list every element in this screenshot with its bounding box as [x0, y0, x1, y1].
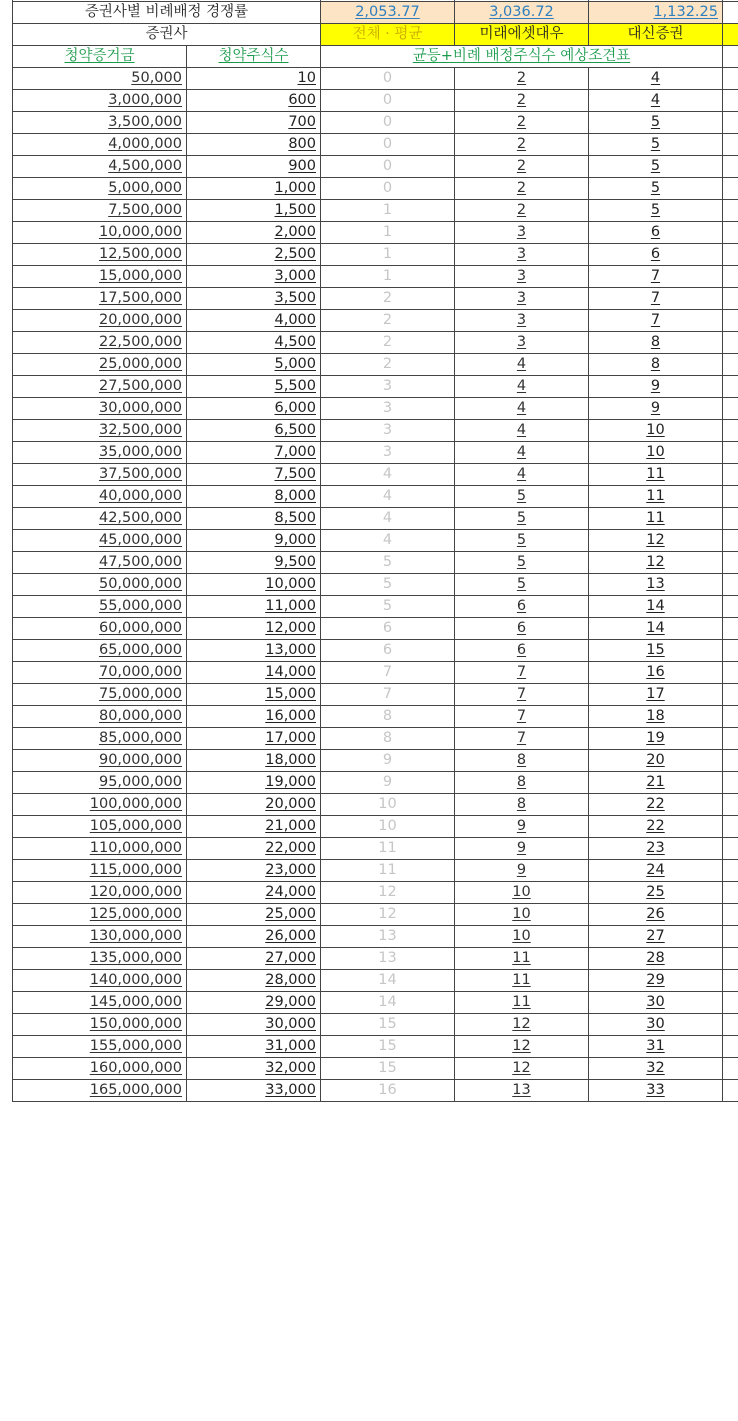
mirae-cell[interactable]: 4: [455, 398, 589, 420]
deposit-cell[interactable]: 80,000,000: [13, 706, 187, 728]
average-cell[interactable]: 0: [321, 112, 455, 134]
deposit-cell[interactable]: 45,000,000: [13, 530, 187, 552]
table-row: [13, 376, 738, 398]
deposit-cell[interactable]: 70,000,000: [13, 662, 187, 684]
shares-cell[interactable]: 22,000: [187, 838, 321, 860]
table-row: [13, 970, 738, 992]
deposit-cell[interactable]: 4,000,000: [13, 134, 187, 156]
average-cell[interactable]: 3: [321, 420, 455, 442]
daishin-cell[interactable]: 17: [589, 684, 723, 706]
shares-cell[interactable]: 2,000: [187, 222, 321, 244]
mirae-cell[interactable]: 9: [455, 860, 589, 882]
shares-cell[interactable]: 2,500: [187, 244, 321, 266]
deposit-cell[interactable]: 20,000,000: [13, 310, 187, 332]
shares-cell[interactable]: 8,000: [187, 486, 321, 508]
average-cell[interactable]: 16: [321, 1080, 455, 1102]
deposit-cell[interactable]: 5,000,000: [13, 178, 187, 200]
average-cell[interactable]: 2: [321, 332, 455, 354]
shares-cell[interactable]: 3,000: [187, 266, 321, 288]
deposit-cell[interactable]: 95,000,000: [13, 772, 187, 794]
table-row: [13, 750, 738, 772]
daishin-cell[interactable]: 11: [589, 508, 723, 530]
table-row: [13, 442, 738, 464]
average-cell[interactable]: 3: [321, 376, 455, 398]
deposit-cell[interactable]: 85,000,000: [13, 728, 187, 750]
shares-cell[interactable]: 16,000: [187, 706, 321, 728]
header-allocation[interactable]: 균등+비례 배정주식수 예상조견표: [321, 46, 723, 68]
table-row: [13, 200, 738, 222]
deposit-cell[interactable]: 12,500,000: [13, 244, 187, 266]
average-cell[interactable]: 9: [321, 750, 455, 772]
table-row: [13, 728, 738, 750]
shares-cell[interactable]: 14,000: [187, 662, 321, 684]
mirae-cell[interactable]: 7: [455, 662, 589, 684]
mirae-cell[interactable]: 11: [455, 970, 589, 992]
shares-cell[interactable]: 21,000: [187, 816, 321, 838]
mirae-cell[interactable]: 3: [455, 288, 589, 310]
shares-cell[interactable]: 30,000: [187, 1014, 321, 1036]
broker-total[interactable]: 전체 · 평균: [321, 24, 455, 46]
daishin-cell[interactable]: 5: [589, 156, 723, 178]
mirae-cell[interactable]: 4: [455, 420, 589, 442]
shares-cell[interactable]: 23,000: [187, 860, 321, 882]
average-cell[interactable]: 2: [321, 354, 455, 376]
daishin-cell[interactable]: 7: [589, 288, 723, 310]
table-row: [13, 530, 738, 552]
daishin-cell[interactable]: 5: [589, 178, 723, 200]
shares-cell[interactable]: 26,000: [187, 926, 321, 948]
daishin-cell[interactable]: 8: [589, 354, 723, 376]
rate-value-daishin[interactable]: 1,132.25: [589, 2, 723, 24]
daishin-cell[interactable]: 30: [589, 1014, 723, 1036]
table-row: [13, 90, 738, 112]
deposit-cell[interactable]: 100,000,000: [13, 794, 187, 816]
deposit-cell[interactable]: 110,000,000: [13, 838, 187, 860]
table-row: [13, 464, 738, 486]
mirae-cell[interactable]: 12: [455, 1058, 589, 1080]
deposit-cell[interactable]: 30,000,000: [13, 398, 187, 420]
mirae-cell[interactable]: 3: [455, 266, 589, 288]
mirae-cell[interactable]: 7: [455, 706, 589, 728]
rate-value-mirae[interactable]: 3,036.72: [455, 2, 589, 24]
mirae-cell[interactable]: 5: [455, 574, 589, 596]
shares-cell[interactable]: 8,500: [187, 508, 321, 530]
table-row: [13, 838, 738, 860]
table-row: [13, 1014, 738, 1036]
average-cell[interactable]: 7: [321, 684, 455, 706]
table-row: [13, 816, 738, 838]
shares-cell[interactable]: 4,500: [187, 332, 321, 354]
mirae-cell[interactable]: 2: [455, 112, 589, 134]
deposit-cell[interactable]: 10,000,000: [13, 222, 187, 244]
shares-cell[interactable]: 5,000: [187, 354, 321, 376]
shares-cell[interactable]: 10,000: [187, 574, 321, 596]
average-cell[interactable]: 14: [321, 970, 455, 992]
deposit-cell[interactable]: 4,500,000: [13, 156, 187, 178]
shares-cell[interactable]: 7,000: [187, 442, 321, 464]
deposit-cell[interactable]: 120,000,000: [13, 882, 187, 904]
daishin-cell[interactable]: 14: [589, 618, 723, 640]
mirae-cell[interactable]: 5: [455, 508, 589, 530]
mirae-cell[interactable]: 7: [455, 728, 589, 750]
shares-cell[interactable]: 15,000: [187, 684, 321, 706]
mirae-cell[interactable]: 9: [455, 816, 589, 838]
mirae-cell[interactable]: 10: [455, 926, 589, 948]
mirae-cell[interactable]: 11: [455, 948, 589, 970]
deposit-cell[interactable]: 105,000,000: [13, 816, 187, 838]
table-row: [13, 68, 738, 90]
daishin-cell[interactable]: 6: [589, 222, 723, 244]
daishin-cell[interactable]: 12: [589, 552, 723, 574]
daishin-cell[interactable]: 11: [589, 486, 723, 508]
average-cell[interactable]: 5: [321, 574, 455, 596]
shares-cell[interactable]: 33,000: [187, 1080, 321, 1102]
daishin-cell[interactable]: 6: [589, 244, 723, 266]
mirae-cell[interactable]: 11: [455, 992, 589, 1014]
daishin-cell[interactable]: 14: [589, 596, 723, 618]
daishin-cell[interactable]: 18: [589, 706, 723, 728]
mirae-cell[interactable]: 4: [455, 464, 589, 486]
average-cell[interactable]: 0: [321, 90, 455, 112]
daishin-cell[interactable]: 13: [589, 574, 723, 596]
table-row: [13, 772, 738, 794]
average-cell[interactable]: 10: [321, 816, 455, 838]
daishin-cell[interactable]: 9: [589, 376, 723, 398]
average-cell[interactable]: 8: [321, 706, 455, 728]
deposit-cell[interactable]: 22,500,000: [13, 332, 187, 354]
table-row: [13, 332, 738, 354]
shares-cell[interactable]: 1,500: [187, 200, 321, 222]
daishin-cell[interactable]: 19: [589, 728, 723, 750]
mirae-cell[interactable]: 7: [455, 684, 589, 706]
deposit-cell[interactable]: 60,000,000: [13, 618, 187, 640]
deposit-cell[interactable]: 35,000,000: [13, 442, 187, 464]
daishin-cell[interactable]: 7: [589, 266, 723, 288]
shares-cell[interactable]: 9,000: [187, 530, 321, 552]
deposit-cell[interactable]: 125,000,000: [13, 904, 187, 926]
daishin-cell[interactable]: 24: [589, 860, 723, 882]
table-row: [13, 618, 738, 640]
average-cell[interactable]: 4: [321, 464, 455, 486]
mirae-cell[interactable]: 8: [455, 750, 589, 772]
mirae-cell[interactable]: 4: [455, 442, 589, 464]
deposit-cell[interactable]: 7,500,000: [13, 200, 187, 222]
average-cell[interactable]: 9: [321, 772, 455, 794]
average-cell[interactable]: 8: [321, 728, 455, 750]
table-row: [13, 1058, 738, 1080]
rate-value-total[interactable]: 2,053.77: [321, 2, 455, 24]
deposit-cell[interactable]: 130,000,000: [13, 926, 187, 948]
table-row: [13, 398, 738, 420]
table-row: [13, 156, 738, 178]
mirae-cell[interactable]: 13: [455, 1080, 589, 1102]
shares-cell[interactable]: 600: [187, 90, 321, 112]
shares-cell[interactable]: 11,000: [187, 596, 321, 618]
mirae-cell[interactable]: 3: [455, 332, 589, 354]
mirae-cell[interactable]: 12: [455, 1036, 589, 1058]
daishin-cell[interactable]: 22: [589, 794, 723, 816]
daishin-cell[interactable]: 27: [589, 926, 723, 948]
average-cell[interactable]: 11: [321, 838, 455, 860]
daishin-cell[interactable]: 23: [589, 838, 723, 860]
average-cell[interactable]: 15: [321, 1058, 455, 1080]
deposit-cell[interactable]: 90,000,000: [13, 750, 187, 772]
average-cell[interactable]: 4: [321, 530, 455, 552]
spreadsheet-view: [12, 0, 737, 1421]
shares-cell[interactable]: 5,500: [187, 376, 321, 398]
deposit-cell[interactable]: 150,000,000: [13, 1014, 187, 1036]
table-row: [13, 860, 738, 882]
daishin-cell[interactable]: 8: [589, 332, 723, 354]
average-cell[interactable]: 3: [321, 398, 455, 420]
table-row: [13, 596, 738, 618]
table-row: [13, 508, 738, 530]
mirae-cell[interactable]: 6: [455, 596, 589, 618]
table-row: [13, 244, 738, 266]
column-header-row: [13, 46, 738, 68]
average-cell[interactable]: 4: [321, 486, 455, 508]
deposit-cell[interactable]: 65,000,000: [13, 640, 187, 662]
mirae-cell[interactable]: 2: [455, 134, 589, 156]
daishin-cell[interactable]: 11: [589, 464, 723, 486]
shares-cell[interactable]: 24,000: [187, 882, 321, 904]
average-cell[interactable]: 5: [321, 552, 455, 574]
table-row: [13, 662, 738, 684]
daishin-cell[interactable]: 15: [589, 640, 723, 662]
broker-daishin[interactable]: 대신증권: [589, 24, 723, 46]
average-cell[interactable]: 1: [321, 222, 455, 244]
shares-cell[interactable]: 3,500: [187, 288, 321, 310]
average-cell[interactable]: 0: [321, 134, 455, 156]
average-cell[interactable]: 7: [321, 662, 455, 684]
shares-cell[interactable]: 28,000: [187, 970, 321, 992]
shares-cell[interactable]: 10: [187, 68, 321, 90]
table-row: [13, 354, 738, 376]
mirae-cell[interactable]: 5: [455, 486, 589, 508]
table-row: [13, 178, 738, 200]
shares-cell[interactable]: 25,000: [187, 904, 321, 926]
deposit-cell[interactable]: 140,000,000: [13, 970, 187, 992]
deposit-cell[interactable]: 160,000,000: [13, 1058, 187, 1080]
deposit-cell[interactable]: 25,000,000: [13, 354, 187, 376]
mirae-cell[interactable]: 3: [455, 222, 589, 244]
rate-row-label[interactable]: 증권사별 비례배정 경쟁률: [13, 2, 321, 24]
daishin-cell[interactable]: 12: [589, 530, 723, 552]
shares-cell[interactable]: 19,000: [187, 772, 321, 794]
mirae-cell[interactable]: 4: [455, 354, 589, 376]
average-cell[interactable]: 13: [321, 948, 455, 970]
average-cell[interactable]: 13: [321, 926, 455, 948]
average-cell[interactable]: 1: [321, 200, 455, 222]
shares-cell[interactable]: 6,000: [187, 398, 321, 420]
deposit-cell[interactable]: 75,000,000: [13, 684, 187, 706]
shares-cell[interactable]: 27,000: [187, 948, 321, 970]
deposit-cell[interactable]: 42,500,000: [13, 508, 187, 530]
average-cell[interactable]: 6: [321, 618, 455, 640]
table-row: [13, 222, 738, 244]
mirae-cell[interactable]: 2: [455, 90, 589, 112]
daishin-cell[interactable]: 30: [589, 992, 723, 1014]
shares-cell[interactable]: 32,000: [187, 1058, 321, 1080]
average-cell[interactable]: 15: [321, 1014, 455, 1036]
average-cell[interactable]: 2: [321, 310, 455, 332]
daishin-cell[interactable]: 16: [589, 662, 723, 684]
shares-cell[interactable]: 700: [187, 112, 321, 134]
deposit-cell[interactable]: 115,000,000: [13, 860, 187, 882]
mirae-cell[interactable]: 2: [455, 200, 589, 222]
daishin-cell[interactable]: 20: [589, 750, 723, 772]
mirae-cell[interactable]: 10: [455, 904, 589, 926]
table-row: [13, 948, 738, 970]
daishin-cell[interactable]: 26: [589, 904, 723, 926]
mirae-cell[interactable]: 6: [455, 618, 589, 640]
header-shares[interactable]: 청약주식수: [187, 46, 321, 68]
table-row: [13, 1036, 738, 1058]
mirae-cell[interactable]: 3: [455, 310, 589, 332]
shares-cell[interactable]: 900: [187, 156, 321, 178]
daishin-cell[interactable]: 25: [589, 882, 723, 904]
daishin-cell[interactable]: 21: [589, 772, 723, 794]
table-row: [13, 574, 738, 596]
deposit-cell[interactable]: 145,000,000: [13, 992, 187, 1014]
broker-row-label[interactable]: 증권사: [13, 24, 321, 46]
deposit-cell[interactable]: 27,500,000: [13, 376, 187, 398]
shares-cell[interactable]: 12,000: [187, 618, 321, 640]
deposit-cell[interactable]: 55,000,000: [13, 596, 187, 618]
average-cell[interactable]: 12: [321, 882, 455, 904]
table-row: [13, 288, 738, 310]
daishin-cell[interactable]: 32: [589, 1058, 723, 1080]
average-cell[interactable]: 3: [321, 442, 455, 464]
shares-cell[interactable]: 31,000: [187, 1036, 321, 1058]
deposit-cell[interactable]: 50,000: [13, 68, 187, 90]
average-cell[interactable]: 0: [321, 178, 455, 200]
broker-row: [13, 24, 738, 46]
daishin-cell[interactable]: 10: [589, 420, 723, 442]
deposit-cell[interactable]: 37,500,000: [13, 464, 187, 486]
table-row: [13, 310, 738, 332]
table-row: [13, 552, 738, 574]
deposit-cell[interactable]: 135,000,000: [13, 948, 187, 970]
deposit-cell[interactable]: 3,000,000: [13, 90, 187, 112]
average-cell[interactable]: 0: [321, 156, 455, 178]
average-cell[interactable]: 11: [321, 860, 455, 882]
average-cell[interactable]: 6: [321, 640, 455, 662]
table-row: [13, 992, 738, 1014]
deposit-cell[interactable]: 3,500,000: [13, 112, 187, 134]
daishin-cell[interactable]: 31: [589, 1036, 723, 1058]
mirae-cell[interactable]: 8: [455, 794, 589, 816]
deposit-cell[interactable]: 155,000,000: [13, 1036, 187, 1058]
broker-mirae[interactable]: 미래에셋대우: [455, 24, 589, 46]
mirae-cell[interactable]: 4: [455, 376, 589, 398]
daishin-cell[interactable]: 22: [589, 816, 723, 838]
deposit-cell[interactable]: 15,000,000: [13, 266, 187, 288]
daishin-cell[interactable]: 28: [589, 948, 723, 970]
deposit-cell[interactable]: 50,000,000: [13, 574, 187, 596]
deposit-cell[interactable]: 17,500,000: [13, 288, 187, 310]
deposit-cell[interactable]: 47,500,000: [13, 552, 187, 574]
shares-cell[interactable]: 6,500: [187, 420, 321, 442]
average-cell[interactable]: 10: [321, 794, 455, 816]
daishin-cell[interactable]: 5: [589, 200, 723, 222]
mirae-cell[interactable]: 2: [455, 68, 589, 90]
mirae-cell[interactable]: 12: [455, 1014, 589, 1036]
mirae-cell[interactable]: 9: [455, 838, 589, 860]
allocation-table: [12, 0, 738, 1102]
shares-cell[interactable]: 18,000: [187, 750, 321, 772]
shares-cell[interactable]: 7,500: [187, 464, 321, 486]
mirae-cell[interactable]: 10: [455, 882, 589, 904]
table-row: [13, 706, 738, 728]
shares-cell[interactable]: 1,000: [187, 178, 321, 200]
shares-cell[interactable]: 4,000: [187, 310, 321, 332]
mirae-cell[interactable]: 8: [455, 772, 589, 794]
shares-cell[interactable]: 800: [187, 134, 321, 156]
daishin-cell[interactable]: 7: [589, 310, 723, 332]
table-row: [13, 420, 738, 442]
table-row: [13, 1080, 738, 1102]
average-cell[interactable]: 2: [321, 288, 455, 310]
table-row: [13, 882, 738, 904]
table-row: [13, 112, 738, 134]
average-cell[interactable]: 15: [321, 1036, 455, 1058]
table-row: [13, 926, 738, 948]
header-deposit[interactable]: 청약증거금: [13, 46, 187, 68]
daishin-cell[interactable]: 10: [589, 442, 723, 464]
shares-cell[interactable]: 17,000: [187, 728, 321, 750]
table-row: [13, 266, 738, 288]
mirae-cell[interactable]: 5: [455, 530, 589, 552]
daishin-cell[interactable]: 9: [589, 398, 723, 420]
table-row: [13, 486, 738, 508]
deposit-cell[interactable]: 40,000,000: [13, 486, 187, 508]
deposit-cell[interactable]: 165,000,000: [13, 1080, 187, 1102]
rate-row: [13, 2, 738, 24]
daishin-cell[interactable]: 5: [589, 134, 723, 156]
table-row: [13, 684, 738, 706]
mirae-cell[interactable]: 3: [455, 244, 589, 266]
shares-cell[interactable]: 13,000: [187, 640, 321, 662]
daishin-cell[interactable]: 5: [589, 112, 723, 134]
mirae-cell[interactable]: 6: [455, 640, 589, 662]
shares-cell[interactable]: 9,500: [187, 552, 321, 574]
mirae-cell[interactable]: 5: [455, 552, 589, 574]
average-cell[interactable]: 5: [321, 596, 455, 618]
average-cell[interactable]: 1: [321, 266, 455, 288]
daishin-cell[interactable]: 29: [589, 970, 723, 992]
daishin-cell[interactable]: 4: [589, 68, 723, 90]
table-row: [13, 134, 738, 156]
average-cell[interactable]: 4: [321, 508, 455, 530]
daishin-cell[interactable]: 4: [589, 90, 723, 112]
average-cell[interactable]: 1: [321, 244, 455, 266]
table-row: [13, 794, 738, 816]
average-cell[interactable]: 12: [321, 904, 455, 926]
average-cell[interactable]: 0: [321, 68, 455, 90]
table-row: [13, 904, 738, 926]
daishin-cell[interactable]: 33: [589, 1080, 723, 1102]
deposit-cell[interactable]: 32,500,000: [13, 420, 187, 442]
shares-cell[interactable]: 29,000: [187, 992, 321, 1014]
shares-cell[interactable]: 20,000: [187, 794, 321, 816]
mirae-cell[interactable]: 2: [455, 156, 589, 178]
mirae-cell[interactable]: 2: [455, 178, 589, 200]
table-row: [13, 640, 738, 662]
average-cell[interactable]: 14: [321, 992, 455, 1014]
